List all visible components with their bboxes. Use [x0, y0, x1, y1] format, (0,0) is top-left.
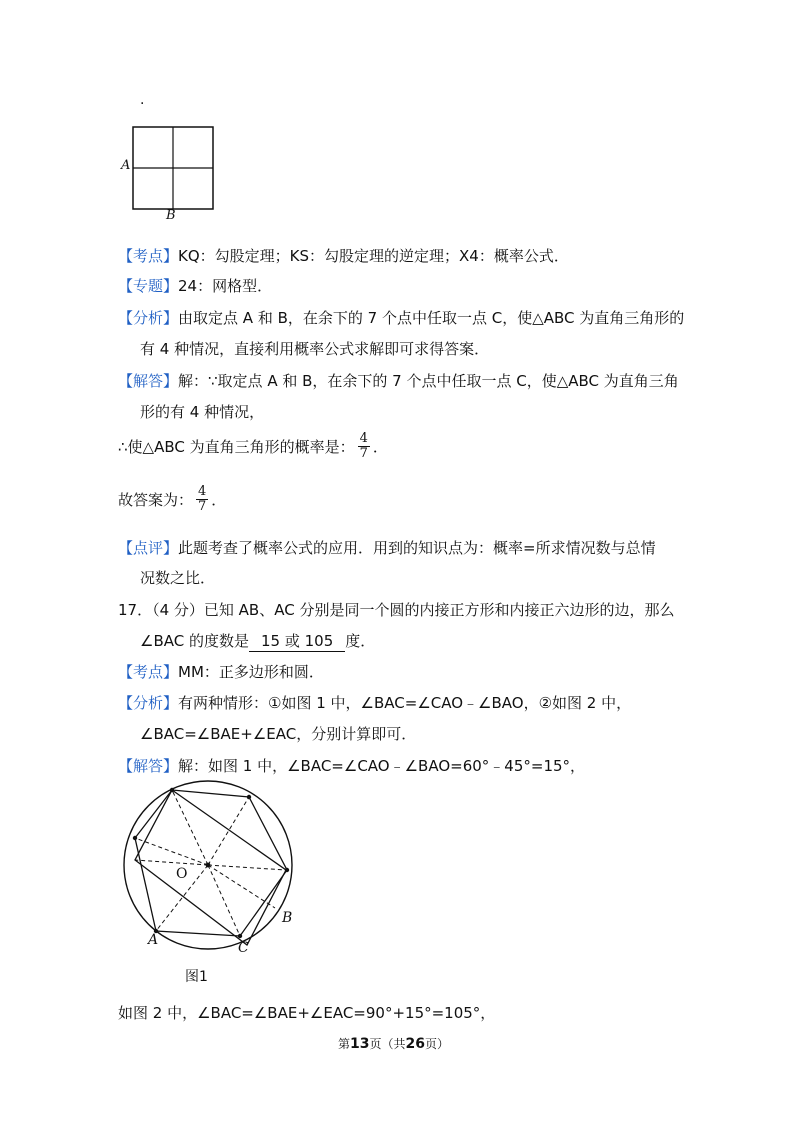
footer-prefix: 第 — [338, 1037, 351, 1051]
q16-fenxi-line1 — [118, 307, 684, 328]
q17-stem-line2 — [140, 630, 375, 652]
stray-dot: · — [140, 96, 145, 112]
q17-jieda-tag: 【解答】 — [118, 757, 179, 775]
jieda-tag: 【解答】 — [118, 372, 179, 390]
q17-fenxi-line2: ∠BAC=∠BAE+∠EAC，分别计算即可． — [140, 725, 417, 743]
fraction-denominator: 7 — [359, 446, 368, 461]
q17-jieda-text: 解：如图 1 中，∠BAC=∠CAO﹣∠BAO=60°﹣45°=15°， — [178, 757, 586, 775]
q17-stem-line1: 17．（4 分）已知 AB、AC 分别是同一个圆的内接正方形和内接正六边形的边，那么 — [118, 601, 675, 619]
answer-period: ． — [211, 491, 227, 509]
q17-fenxi-tag: 【分析】 — [118, 694, 179, 712]
zhuanti-text: 24：网格型． — [178, 277, 273, 295]
fraction-numerator: 4 — [359, 431, 368, 446]
q17-fenxi-line1 — [118, 692, 631, 713]
footer-mid: 页（共 — [369, 1037, 406, 1051]
answer-blank: 15 或 105 — [249, 630, 345, 652]
fenxi-text: 由取定点 A 和 B，在余下的 7 个点中任取一点 C，使△ABC 为直角三角形的 — [178, 309, 685, 327]
jieda-text: 解：∵取定点 A 和 B，在余下的 7 个点中任取一点 C，使△ABC 为直角三角 — [178, 372, 679, 390]
q17-kaodian — [118, 661, 324, 682]
kaodian-text: KQ：勾股定理；KS：勾股定理的逆定理；X4：概率公式． — [178, 247, 569, 265]
answer-denominator: 7 — [198, 499, 207, 514]
dianping-tag: 【点评】 — [118, 539, 179, 557]
answer-prefix: 故答案为： — [118, 491, 194, 509]
answer-numerator: 4 — [198, 484, 207, 499]
grid-figure — [118, 122, 223, 228]
q17-fenxi-text: 有两种情形：①如图 1 中，∠BAC=∠CAO﹣∠BAO，②如图 2 中， — [178, 694, 632, 712]
circle-label-c: C — [238, 940, 249, 956]
figure-caption: 图1 — [185, 969, 208, 985]
circle-label-a: A — [148, 932, 159, 948]
answer-fraction — [196, 485, 208, 514]
dianping-text: 此题考查了概率公式的应用．用到的知识点为：概率=所求情况数与总情 — [178, 539, 656, 557]
q16-fenxi-line2: 有 4 种情况，直接利用概率公式求解即可求得答案． — [140, 340, 490, 358]
q16-kaodian — [118, 245, 569, 266]
q17-kaodian-text: MM：正多边形和圆． — [178, 663, 324, 681]
stem-prefix: ∠BAC 的度数是 — [140, 632, 249, 650]
kaodian-tag: 【考点】 — [118, 247, 179, 265]
probability-fraction — [358, 432, 370, 461]
footer-total-pages: 26 — [405, 1036, 425, 1052]
circle-figure — [110, 780, 310, 980]
q16-dianping-line2: 况数之比． — [140, 569, 216, 587]
footer-page-number: 13 — [350, 1036, 370, 1052]
q17-jieda-line1 — [118, 755, 585, 776]
period: ． — [372, 438, 388, 456]
footer-suffix: 页） — [425, 1037, 450, 1051]
q17-kaodian-tag: 【考点】 — [118, 663, 179, 681]
therefore-text: ∴使△ABC 为直角三角形的概率是： — [118, 438, 355, 456]
q16-jieda-line2: 形的有 4 种情况， — [140, 403, 265, 421]
stem-suffix: 度． — [345, 632, 376, 650]
grid-label-a: A — [121, 158, 131, 173]
circle-figure-svg — [110, 780, 310, 980]
q16-dianping-line1 — [118, 537, 656, 558]
q16-therefore-line — [118, 432, 388, 461]
circle-label-b: B — [282, 910, 293, 926]
fenxi-tag: 【分析】 — [118, 309, 179, 327]
q16-answer-line — [118, 485, 226, 514]
grid-label-b: B — [166, 208, 176, 223]
q16-zhuanti — [118, 275, 272, 296]
q16-jieda-line1 — [118, 370, 679, 391]
q17-fig2-line: 如图 2 中，∠BAC=∠BAE+∠EAC=90°+15°=105°， — [118, 1004, 496, 1022]
page-footer — [338, 1035, 449, 1052]
zhuanti-tag: 【专题】 — [118, 277, 179, 295]
circle-label-o: O — [176, 866, 188, 882]
